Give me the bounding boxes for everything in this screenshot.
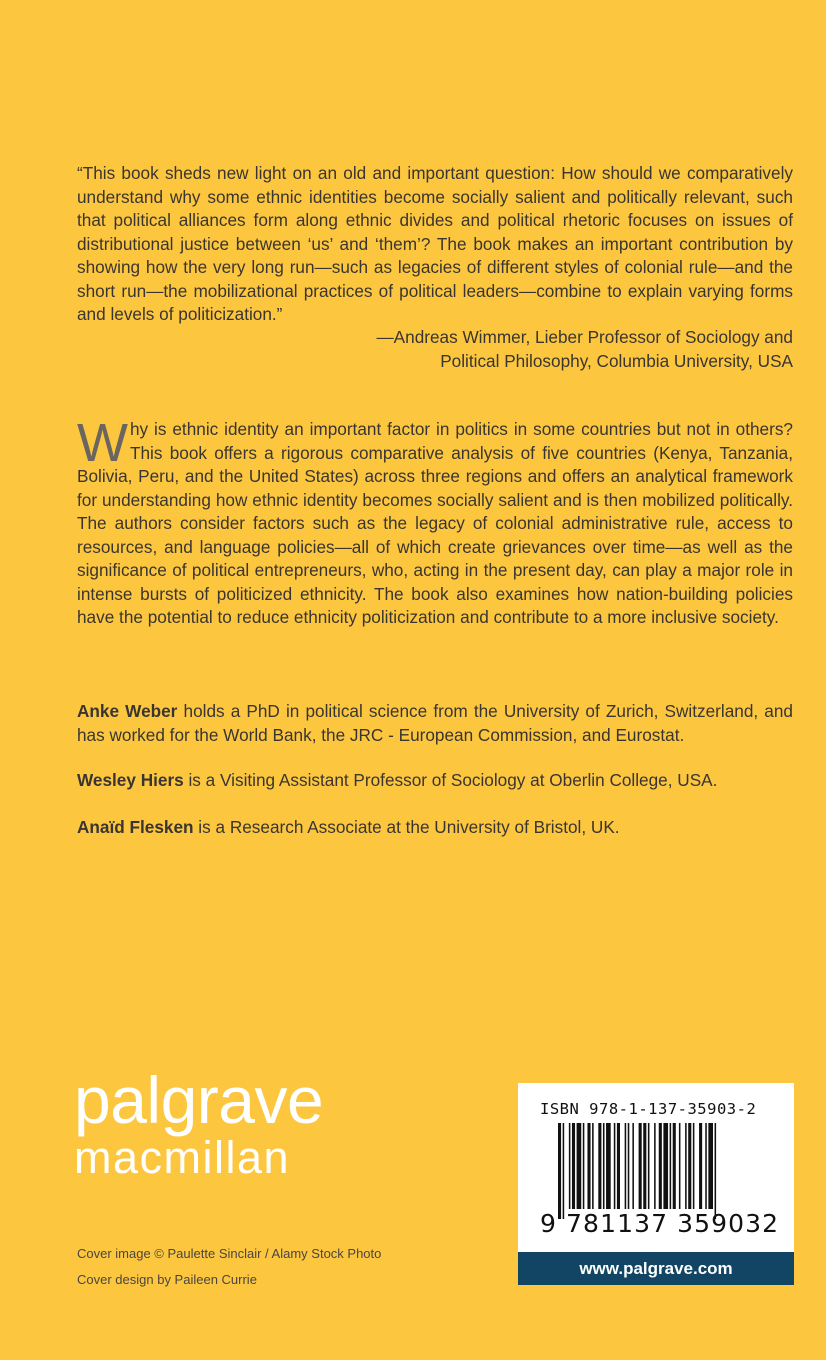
author-name: Wesley Hiers xyxy=(77,770,184,790)
barcode-bar xyxy=(606,1123,611,1209)
drop-cap: W xyxy=(77,413,128,473)
barcode-bar xyxy=(663,1123,668,1209)
barcode-bar xyxy=(673,1123,676,1209)
barcode-bar xyxy=(598,1123,601,1209)
barcode-bar xyxy=(708,1123,713,1209)
publisher-website: www.palgrave.com xyxy=(518,1252,794,1285)
author-bio-text: holds a PhD in political science from the University of Zurich, Switzerland, and has worked for the World Bank, the JRC - European Commission, and Eurostat. xyxy=(77,701,793,745)
barcode-bar xyxy=(625,1123,627,1209)
barcode-bar xyxy=(715,1123,717,1219)
barcode-bar xyxy=(558,1123,561,1219)
attribution-line-1: —Andreas Wimmer, Lieber Professor of Sociology and xyxy=(376,327,793,347)
barcode-bar xyxy=(563,1123,565,1219)
barcode-bar xyxy=(632,1123,634,1209)
barcode-bar xyxy=(617,1123,620,1209)
logo-line-2: macmillan xyxy=(74,1132,291,1183)
barcode-bar xyxy=(639,1123,642,1209)
author-name: Anaïd Flesken xyxy=(77,817,194,837)
barcode-bar xyxy=(699,1123,702,1209)
barcode-bar xyxy=(643,1123,646,1209)
barcode-bar xyxy=(670,1123,672,1209)
isbn-label: ISBN 978-1-137-35903-2 xyxy=(540,1100,757,1118)
barcode-bar xyxy=(569,1123,571,1209)
barcode-bar xyxy=(705,1123,707,1209)
cover-design-credit: Cover design by Paileen Currie xyxy=(77,1272,257,1287)
author-name: Anke Weber xyxy=(77,701,178,721)
barcode-bar xyxy=(592,1123,594,1209)
barcode-bar xyxy=(587,1123,590,1209)
barcode-bar xyxy=(648,1123,650,1209)
endorsement-quote: “This book sheds new light on an old and important question: How should we comparatively understand why some ethnic identities become socially salient and politically relevant, such that political alliances form along ethnic divides and political rhetoric focuses on issues of distributional justice between ‘us’ and ‘them’? The book makes an important contribution by showing how the very long run—such as legacies of different styles of colonial rule—and the short run—the mobilizational practices of political leaders—combine to explain varying forms and levels of politicization.” xyxy=(77,163,793,324)
barcode-bar xyxy=(572,1123,575,1209)
isbn-barcode-box xyxy=(518,1083,794,1269)
barcode-bar xyxy=(679,1123,681,1209)
author-bio-text: is a Research Associate at the University of Bristol, UK. xyxy=(193,817,620,837)
author-bio-1 xyxy=(77,699,793,747)
barcode-bar xyxy=(685,1123,687,1209)
author-bio-3 xyxy=(77,815,793,839)
barcode-bar xyxy=(654,1123,656,1209)
book-description xyxy=(77,413,793,630)
author-bio-text: is a Visiting Assistant Professor of Sociology at Oberlin College, USA. xyxy=(183,770,718,790)
barcode-digits: 9 781137 359032 xyxy=(540,1209,780,1238)
description-text: hy is ethnic identity an important factor in politics in some countries but not in others? This book offers a rigorous comparative analysis of five countries (Kenya, Tanzania, Bolivia, Peru, and the United States) across three regions and offers an analytical framework for understanding how ethnic identity becomes socially salient and is then mobilized politically. The authors consider factors such as the legacy of colonial administrative rule, access to resources, and language policies—all of which create grievances over time—as well as the significance of political entrepreneurs, who, acting in the present day, can play a major role in intense bursts of politicized ethnicity. The book also examines how nation-building policies have the potential to reduce ethnicity politicization and contribute to a more inclusive society. xyxy=(77,419,793,627)
barcode-bar xyxy=(659,1123,662,1209)
barcode-bar xyxy=(603,1123,605,1209)
cover-image-credit: Cover image © Paulette Sinclair / Alamy Stock Photo xyxy=(77,1246,382,1261)
barcode-bar xyxy=(577,1123,582,1209)
quote-attribution xyxy=(376,325,793,373)
barcode xyxy=(558,1123,758,1219)
barcode-bar xyxy=(583,1123,585,1209)
barcode-bar xyxy=(693,1123,695,1209)
attribution-line-2: Political Philosophy, Columbia University, USA xyxy=(440,351,793,371)
barcode-bar xyxy=(628,1123,630,1209)
author-bio-2 xyxy=(77,768,793,792)
barcode-bar xyxy=(688,1123,691,1209)
publisher-logo xyxy=(74,1063,324,1184)
barcode-bar xyxy=(614,1123,616,1209)
logo-line-1: palgrave xyxy=(74,1063,324,1137)
